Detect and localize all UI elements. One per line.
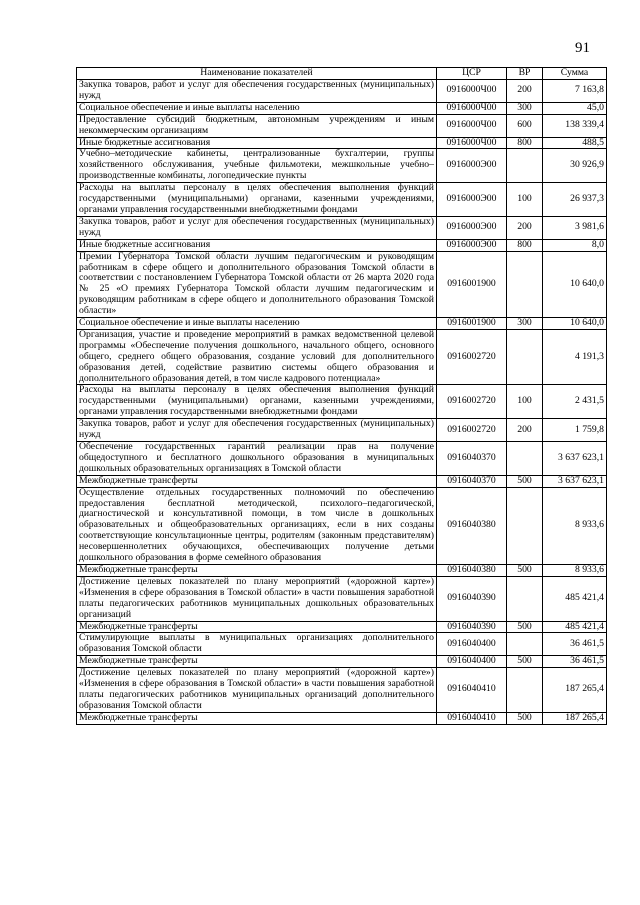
row-csr-cell: 0916040370 [437, 475, 507, 487]
row-name-cell: Межбюджетные трансферты [77, 564, 437, 576]
row-vr-cell: 800 [507, 239, 543, 251]
row-csr-cell: 0916000Ч00 [437, 137, 507, 149]
table-row [77, 80, 607, 103]
row-csr-cell: 0916000Э00 [437, 149, 507, 183]
row-name-cell: Межбюджетные трансферты [77, 621, 437, 633]
row-csr-cell: 0916000Ч00 [437, 102, 507, 114]
table-row [77, 668, 607, 713]
row-csr-cell: 0916002720 [437, 419, 507, 442]
row-sum-cell: 1 759,8 [543, 419, 607, 442]
row-sum-cell: 30 926,9 [543, 149, 607, 183]
row-sum-cell: 3 981,6 [543, 216, 607, 239]
row-vr-cell [507, 576, 543, 621]
row-vr-cell: 500 [507, 621, 543, 633]
table-row [77, 102, 607, 114]
row-vr-cell [507, 487, 543, 564]
table-row [77, 564, 607, 576]
row-sum-cell: 3 637 623,1 [543, 475, 607, 487]
row-csr-cell: 0916040390 [437, 621, 507, 633]
row-name-cell: Достижение целевых показателей по плану мероприятий («дорожной карте») «Изменения в сфере образования в Томской области» в части повышения заработной платы педагогических работников муниципальных организаций дополнительного образования Томской области [77, 668, 437, 713]
table-row [77, 442, 607, 476]
row-vr-cell: 500 [507, 656, 543, 668]
row-sum-cell: 485 421,4 [543, 576, 607, 621]
row-name-cell: Расходы на выплаты персоналу в целях обеспечения выполнения функций государственными (муниципальными) органами, казенными учреждениями, органами управления государственными внебюджетными фондами [77, 183, 437, 217]
row-name-cell: Иные бюджетные ассигнования [77, 137, 437, 149]
row-vr-cell: 200 [507, 216, 543, 239]
table-row [77, 656, 607, 668]
row-csr-cell: 0916040410 [437, 668, 507, 713]
header-csr: ЦСР [437, 68, 507, 80]
row-csr-cell: 0916000Э00 [437, 239, 507, 251]
row-csr-cell: 0916000Э00 [437, 183, 507, 217]
row-name-cell: Организация, участие и проведение мероприятий в рамках ведомственной целевой программы «Обеспечение получения дошкольного, начального общего, основного общего, среднего общего образования, создание условий для дополнительного образования детей, содействие развитию системы общего образования и дополнительного образования детей, в том числе кадрового потенциала» [77, 329, 437, 385]
row-sum-cell: 485 421,4 [543, 621, 607, 633]
row-csr-cell: 0916040400 [437, 656, 507, 668]
row-vr-cell: 500 [507, 564, 543, 576]
header-sum: Сумма [543, 68, 607, 80]
row-sum-cell: 187 265,4 [543, 712, 607, 724]
row-name-cell: Закупка товаров, работ и услуг для обеспечения государственных (муниципальных) нужд [77, 419, 437, 442]
row-name-cell: Иные бюджетные ассигнования [77, 239, 437, 251]
table-row [77, 419, 607, 442]
table-row [77, 487, 607, 564]
row-sum-cell: 36 461,5 [543, 633, 607, 656]
table-header-row [77, 68, 607, 80]
row-vr-cell: 500 [507, 475, 543, 487]
table-row [77, 149, 607, 183]
row-csr-cell: 0916001900 [437, 318, 507, 330]
page-number: 91 [575, 40, 590, 56]
row-csr-cell: 0916040400 [437, 633, 507, 656]
row-csr-cell: 0916002720 [437, 329, 507, 385]
row-name-cell: Закупка товаров, работ и услуг для обеспечения государственных (муниципальных) нужд [77, 80, 437, 103]
row-csr-cell: 0916001900 [437, 251, 507, 317]
row-name-cell: Социальное обеспечение и иные выплаты населению [77, 318, 437, 330]
row-vr-cell [507, 251, 543, 317]
row-sum-cell: 10 640,0 [543, 318, 607, 330]
row-csr-cell: 0916040370 [437, 442, 507, 476]
row-sum-cell: 7 163,8 [543, 80, 607, 103]
header-name: Наименование показателей [77, 68, 437, 80]
row-sum-cell: 4 191,3 [543, 329, 607, 385]
table-row [77, 633, 607, 656]
table-row [77, 114, 607, 137]
row-csr-cell: 0916040380 [437, 487, 507, 564]
row-vr-cell [507, 668, 543, 713]
row-vr-cell: 300 [507, 318, 543, 330]
row-name-cell: Предоставление субсидий бюджетным, автономным учреждениям и иным некоммерческим организациям [77, 114, 437, 137]
row-sum-cell: 45,0 [543, 102, 607, 114]
row-sum-cell: 488,5 [543, 137, 607, 149]
row-sum-cell: 8 933,6 [543, 487, 607, 564]
row-name-cell: Достижение целевых показателей по плану мероприятий («дорожной карте») «Изменения в сфере образования в Томской области» в части повышения заработной платы педагогических работников муниципальных дошкольных образовательных организаций [77, 576, 437, 621]
row-sum-cell: 36 461,5 [543, 656, 607, 668]
row-vr-cell: 100 [507, 183, 543, 217]
row-sum-cell: 10 640,0 [543, 251, 607, 317]
table-row [77, 318, 607, 330]
row-vr-cell: 300 [507, 102, 543, 114]
row-name-cell: Обеспечение государственных гарантий реализации прав на получение общедоступного и бесплатного дошкольного образования в муниципальных дошкольных образовательных организациях в Томской области [77, 442, 437, 476]
table-row [77, 137, 607, 149]
table-row [77, 475, 607, 487]
row-name-cell: Межбюджетные трансферты [77, 656, 437, 668]
table-row [77, 251, 607, 317]
row-name-cell: Расходы на выплаты персоналу в целях обеспечения выполнения функций государственными (муниципальными) органами, казенными учреждениями, органами управления государственными внебюджетными фондами [77, 385, 437, 419]
header-vr: ВР [507, 68, 543, 80]
row-csr-cell: 0916040390 [437, 576, 507, 621]
row-name-cell: Закупка товаров, работ и услуг для обеспечения государственных (муниципальных) нужд [77, 216, 437, 239]
row-sum-cell: 138 339,4 [543, 114, 607, 137]
row-vr-cell [507, 442, 543, 476]
row-csr-cell: 0916040380 [437, 564, 507, 576]
row-csr-cell: 0916000Ч00 [437, 114, 507, 137]
row-name-cell: Учебно–методические кабинеты, централизованные бухгалтерии, группы хозяйственного обслуживания, учебные фильмотеки, межшкольные учебно–производственные комбинаты, логопедические пункты [77, 149, 437, 183]
table-row [77, 239, 607, 251]
row-name-cell: Осуществление отдельных государственных полномочий по обеспечению предоставления бесплатной методической, психолого–педагогической, диагностической и консультативной помощи, в том числе в дошкольных образовательных и общеобразовательных организациях, если в них созданы соответствующие консультационные центры, родителям (законным представителям) несовершеннолетних обучающихся, обеспечивающих получение детьми дошкольного образования в форме семейного образования [77, 487, 437, 564]
row-name-cell: Социальное обеспечение и иные выплаты населению [77, 102, 437, 114]
row-vr-cell: 200 [507, 419, 543, 442]
table-row [77, 712, 607, 724]
table-row [77, 183, 607, 217]
table-row [77, 576, 607, 621]
row-sum-cell: 3 637 623,1 [543, 442, 607, 476]
row-vr-cell: 100 [507, 385, 543, 419]
table-row [77, 621, 607, 633]
row-vr-cell: 500 [507, 712, 543, 724]
row-vr-cell: 600 [507, 114, 543, 137]
row-sum-cell: 8,0 [543, 239, 607, 251]
row-name-cell: Премии Губернатора Томской области лучшим педагогическим и руководящим работникам в сфере общего и дополнительного образования Томской области в соответствии с постановлением Губернатора Томской области от 26 марта 2020 года № 25 «О премиях Губернатора Томской области лучшим педагогическим и руководящим работникам в сфере общего и дополнительного образования Томской области» [77, 251, 437, 317]
budget-table [76, 67, 607, 725]
row-vr-cell [507, 329, 543, 385]
row-csr-cell: 0916040410 [437, 712, 507, 724]
table-row [77, 385, 607, 419]
row-sum-cell: 187 265,4 [543, 668, 607, 713]
row-vr-cell [507, 149, 543, 183]
row-csr-cell: 0916002720 [437, 385, 507, 419]
table-row [77, 329, 607, 385]
row-name-cell: Стимулирующие выплаты в муниципальных организациях дополнительного образования Томской области [77, 633, 437, 656]
row-name-cell: Межбюджетные трансферты [77, 712, 437, 724]
row-sum-cell: 26 937,3 [543, 183, 607, 217]
table-row [77, 216, 607, 239]
row-vr-cell [507, 633, 543, 656]
row-csr-cell: 0916000Э00 [437, 216, 507, 239]
row-vr-cell: 800 [507, 137, 543, 149]
row-name-cell: Межбюджетные трансферты [77, 475, 437, 487]
row-sum-cell: 8 933,6 [543, 564, 607, 576]
row-csr-cell: 0916000Ч00 [437, 80, 507, 103]
row-vr-cell: 200 [507, 80, 543, 103]
row-sum-cell: 2 431,5 [543, 385, 607, 419]
